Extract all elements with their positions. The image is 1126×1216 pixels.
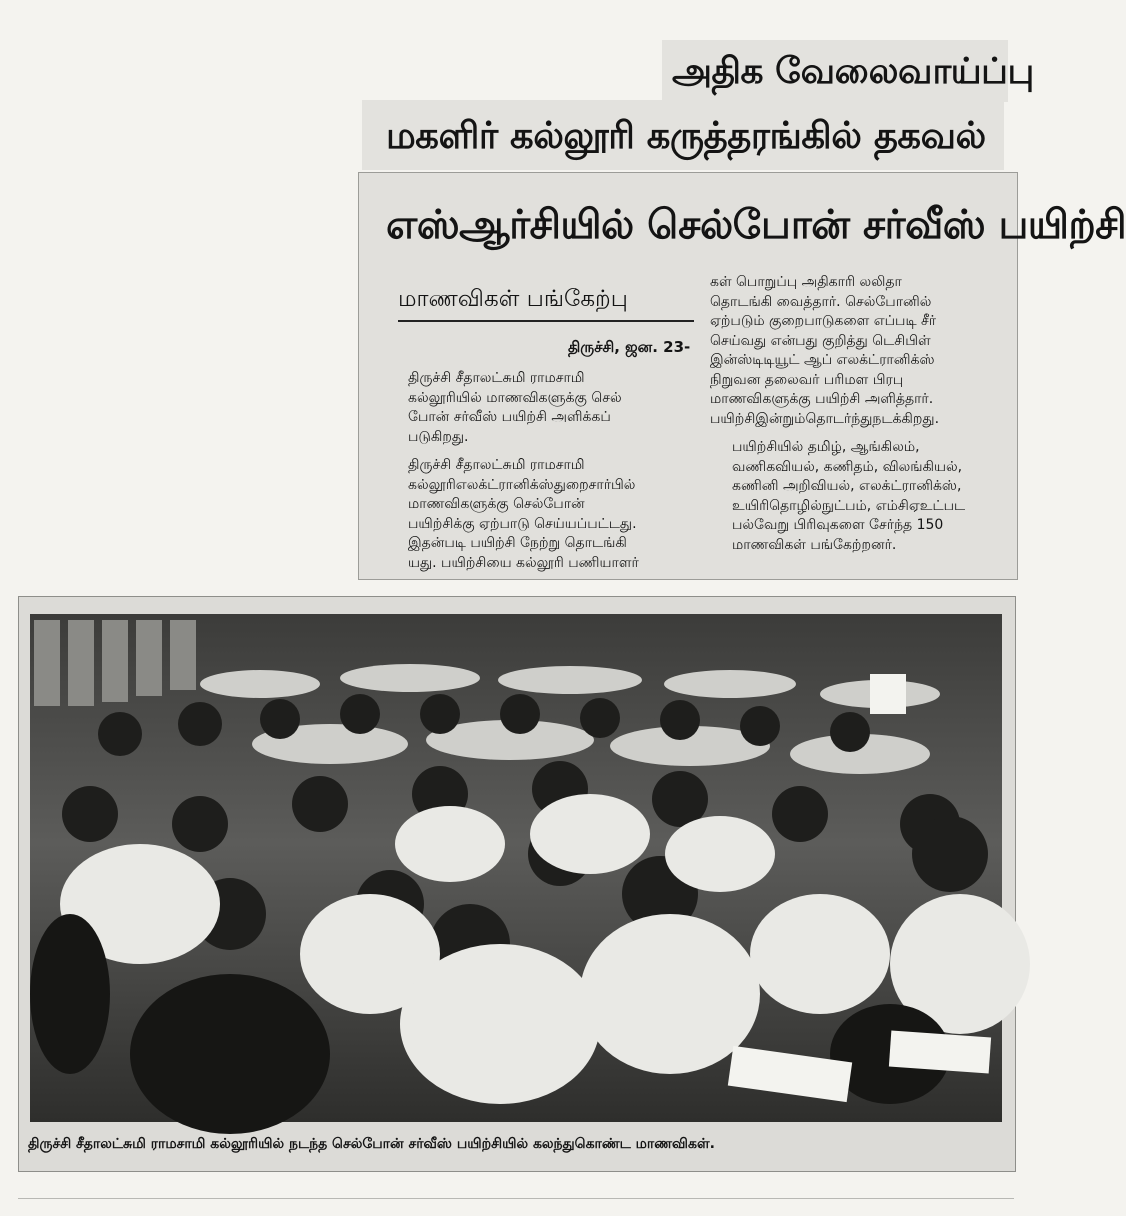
paragraph	[386, 456, 692, 573]
text-line: தொடங்கி வைத்தார். செல்போனில்	[710, 293, 932, 310]
text-line: படுகிறது.	[408, 428, 469, 445]
news-photo	[30, 614, 1002, 1122]
text-line: கல்லூரியில் மாணவிகளுக்கு செல்	[408, 389, 622, 406]
bottom-rule	[18, 1198, 1014, 1199]
text-line: உயிரிதொழில்நுட்பம், எம்சிஏஉட்பட	[732, 497, 966, 514]
text-line: மாணவிகள் பங்கேற்றனர்.	[732, 536, 897, 553]
text-line: திருச்சி சீதாலட்சுமி ராமசாமி	[408, 457, 585, 473]
deck-headline: மகளிர் கல்லூரி கருத்தரங்கில் தகவல்	[386, 114, 986, 157]
paragraph	[710, 438, 1010, 555]
text-line: பயிற்சிக்கு ஏற்பாடு செய்யப்பட்டது.	[408, 515, 637, 532]
text-line: பயிற்சிஇன்றும்தொடர்ந்துநடக்கிறது.	[710, 410, 940, 427]
article-column-2	[710, 273, 1010, 564]
subheadline: மாணவிகள் பங்கேற்பு	[398, 286, 628, 312]
photo-caption: திருச்சி சீதாலட்சுமி ராமசாமி கல்லூரியில் நடந்த செல்போன் சர்வீஸ் பயிற்சியில் கலந்துகொண்ட மாணவிகள்.	[28, 1136, 715, 1152]
classroom-photo-illustration	[30, 614, 1002, 1122]
text-line: போன் சர்வீஸ் பயிற்சி அளிக்கப்	[408, 409, 611, 425]
text-line: இதன்படி பயிற்சி நேற்று தொடங்கி	[408, 535, 627, 551]
paragraph	[386, 369, 692, 447]
dateline: திருச்சி, ஜன. 23-	[568, 338, 691, 356]
text-line: ஏற்படும் குறைபாடுகளை எப்படி சீர்	[710, 313, 937, 329]
article-column-1	[386, 369, 692, 582]
text-line: இன்ஸ்டிடியூட் ஆப் எலக்ட்ரானிக்ஸ்	[710, 352, 935, 368]
text-line: யது. பயிற்சியை கல்லூரி பணியாளர்	[408, 554, 639, 571]
subheadline-rule	[398, 320, 694, 322]
text-line: பல்வேறு பிரிவுகளை சேர்ந்த 150	[732, 517, 944, 533]
text-line: கல்லூரிஎலக்ட்ரானிக்ஸ்துறைசார்பில்	[408, 476, 636, 493]
text-line: கணினி அறிவியல், எலக்ட்ரானிக்ஸ்,	[732, 478, 962, 494]
text-line: திருச்சி சீதாலட்சுமி ராமசாமி	[408, 370, 585, 386]
text-line: மாணவிகளுக்கு செல்போன்	[408, 496, 585, 512]
main-headline: எஸ்ஆர்சியில் செல்போன் சர்வீஸ் பயிற்சி	[386, 202, 1126, 248]
text-line: நிறுவன தலைவர் பரிமள பிரபு	[710, 371, 904, 388]
text-line: பயிற்சியில் தமிழ், ஆங்கிலம்,	[732, 439, 920, 455]
text-line: கள் பொறுப்பு அதிகாரி லலிதா	[710, 274, 902, 290]
text-line: செய்வது என்பது குறித்து டெசிபிள்	[710, 332, 931, 349]
text-line: வணிகவியல், கணிதம், விலங்கியல்,	[732, 458, 963, 475]
paragraph	[710, 273, 1010, 429]
text-line: மாணவிகளுக்கு பயிற்சி அளித்தார்.	[710, 391, 934, 407]
kicker-headline: அதிக வேலைவாய்ப்பு	[672, 51, 1034, 92]
